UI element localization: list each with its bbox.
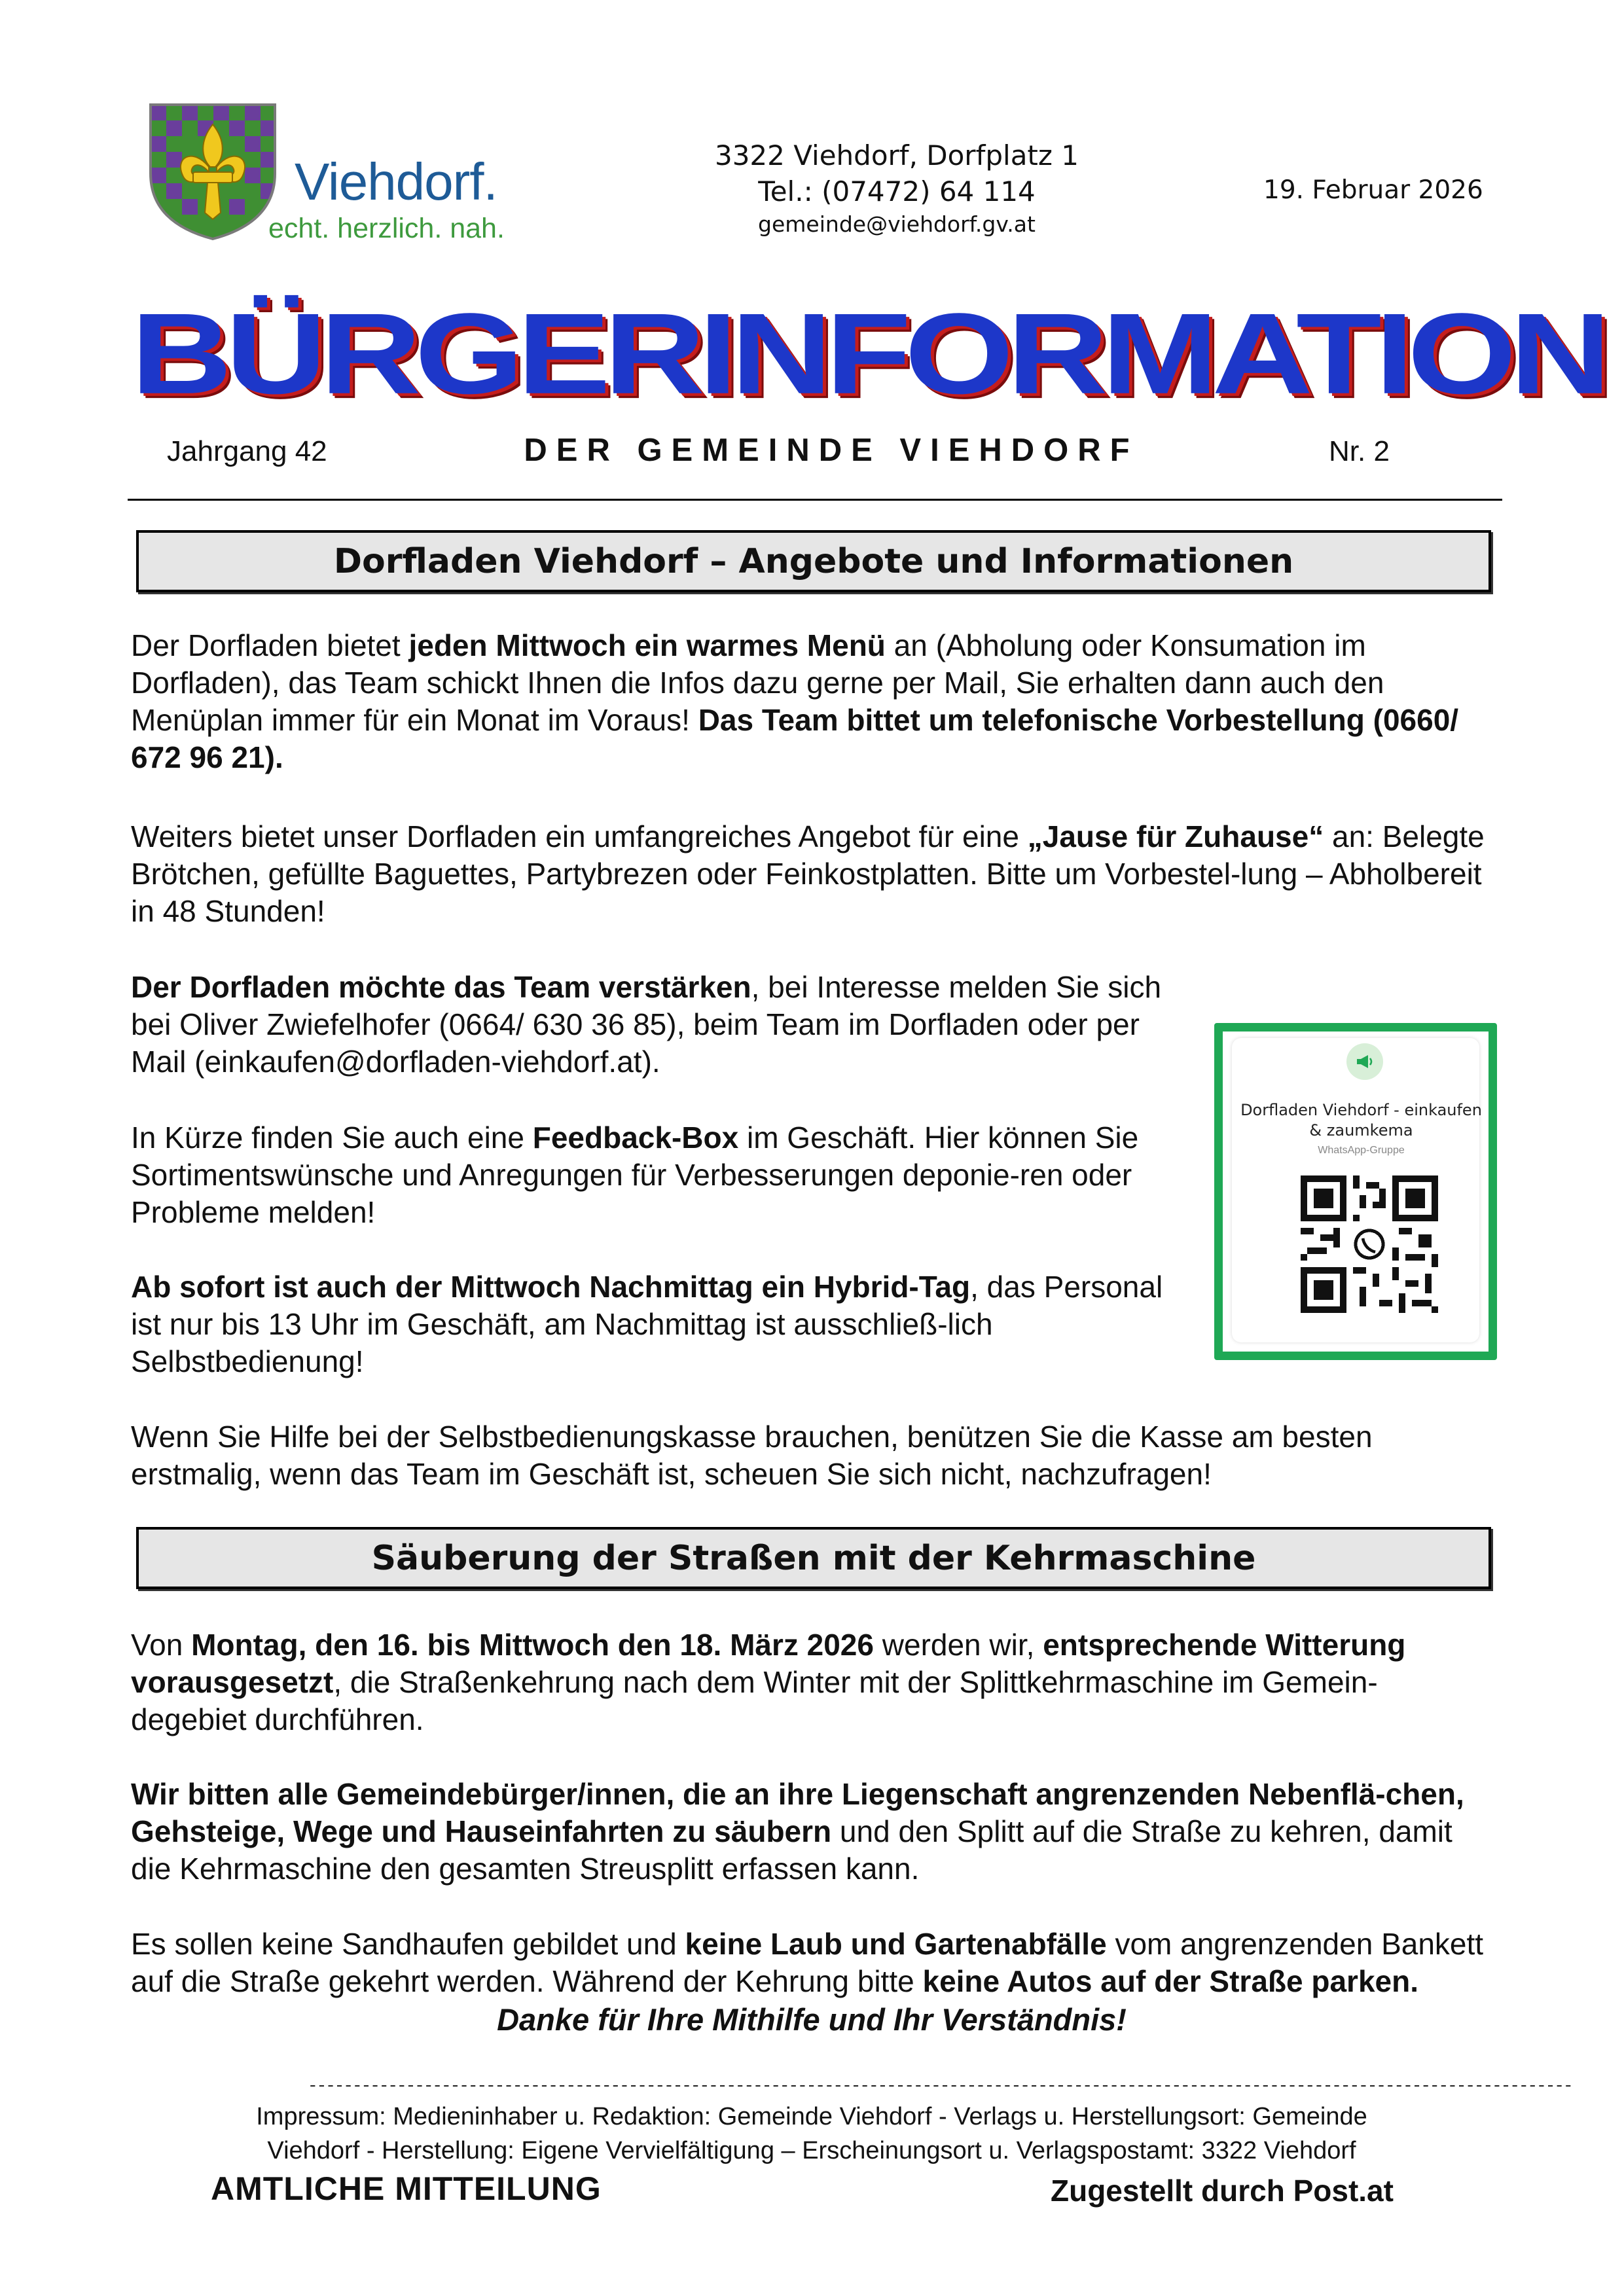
bold-run: Der Dorfladen möchte das Team verstärken — [131, 970, 751, 1004]
paragraph-hybrid-day — [131, 1268, 1191, 1380]
impressum — [131, 2100, 1492, 2168]
paragraph-feedback-box — [131, 1119, 1191, 1231]
qr-code-icon[interactable] — [1301, 1175, 1438, 1313]
text-run: , bei Interesse melden Sie sich bei Oliver Zwiefelhofer (0664/ 630 36 85), beim Team im Dorfladen oder per Mail (einkaufen@dorfladen-viehdorf.at). — [131, 970, 1162, 1079]
text-run: Es sollen keine Sandhaufen gebildet und — [131, 1927, 685, 1961]
text-run: und den Splitt auf die Straße zu kehren, damit die Kehrmaschine den gesamten Streusplitt erfassen kann. — [131, 1814, 1453, 1886]
text-run: , das Personal ist nur bis 13 Uhr im Geschäft, am Nachmittag ist ausschließ-lich Selbstbedienung! — [131, 1270, 1163, 1378]
impressum-line: Viehdorf - Herstellung: Eigene Vervielfältigung – Erscheinungsort u. Verlagspostamt: 3322 Viehdorf — [267, 2137, 1356, 2164]
postal-delivery-label: Zugestellt durch Post.at — [1051, 2174, 1394, 2208]
bold-run: Montag, den 16. bis Mittwoch den 18. März 2026 — [191, 1628, 874, 1662]
bold-run: „Jause für Zuhause“ — [1027, 819, 1324, 853]
issue-date: 19. Februar 2026 — [1263, 175, 1483, 205]
address-phone: Tel.: (07472) 64 114 — [758, 175, 1036, 208]
bold-run: entsprechende Witterung vorausgesetzt — [131, 1628, 1406, 1699]
paragraph-jause — [131, 818, 1492, 930]
paragraph-cleaning-rules — [131, 1926, 1492, 2000]
paragraph-self-checkout: Wenn Sie Hilfe bei der Selbstbedienungskasse brauchen, benützen Sie die Kasse am besten erstmalig, wenn das Team im Geschäft ist, scheuen Sie sich nicht, nachzufragen! — [131, 1420, 1373, 1491]
bold-run: Feedback-Box — [532, 1121, 739, 1155]
bold-run: Das Team bittet um telefonische Vorbestellung (0660/ 672 96 21). — [131, 703, 1459, 774]
official-notice-label: AMTLICHE MITTEILUNG — [211, 2170, 602, 2207]
issue-number: Nr. 2 — [1329, 435, 1390, 467]
paragraph-cleaning-request — [131, 1776, 1492, 1888]
bold-run: Wir bitten alle Gemeindebürger/innen, die an ihre Liegenschaft angrenzenden Nebenflä-chen, Gehsteige, Wege und Hauseinfahrten zu säubern — [131, 1777, 1464, 1848]
volume-label: Jahrgang 42 — [167, 435, 327, 467]
whatsapp-card-body — [1232, 1038, 1482, 1342]
bold-run: jeden Mittwoch ein warmes Menü — [408, 628, 886, 662]
thank-you-line: Danke für Ihre Mithilfe und Ihr Verständnis! — [497, 2002, 1127, 2037]
address-email: gemeinde@viehdorf.gv.at — [758, 211, 1036, 237]
header-divider — [128, 499, 1502, 501]
logo-wordmark: Viehdorf. — [295, 152, 497, 211]
text-run: werden wir, — [873, 1628, 1043, 1662]
paragraph-cleaning-dates — [131, 1626, 1492, 1738]
text-run: an: Belegte Brötchen, gefüllte Baguettes, Partybrezen oder Feinkostplatten. Bitte um Vorbestel-lung – Abholbereit in 48 Stunden! — [131, 819, 1485, 928]
paragraph-warm-menu — [131, 627, 1492, 776]
address-street: 3322 Viehdorf, Dorfplatz 1 — [714, 139, 1079, 171]
text-run: Der Dorfladen bietet — [131, 628, 409, 662]
municipality-address — [674, 137, 1119, 238]
masthead-subtitle: DER GEMEINDE VIEHDORF — [524, 433, 1139, 468]
bold-run: keine Autos auf der Straße parken. — [922, 1964, 1419, 1998]
bold-run: keine Laub und Gartenabfälle — [685, 1927, 1107, 1961]
whatsapp-group-name: Dorfladen Viehdorf - einkaufen & zaumkema — [1240, 1101, 1482, 1139]
section-heading-dorfladen: Dorfladen Viehdorf – Angebote und Informationen — [136, 530, 1491, 592]
text-run: In Kürze finden Sie auch eine — [131, 1121, 533, 1155]
impressum-line: Impressum: Medieninhaber u. Redaktion: Gemeinde Viehdorf - Verlags u. Herstellungsort: Gemeinde — [256, 2103, 1367, 2130]
text-run: Weiters bietet unser Dorfladen ein umfangreiches Angebot für eine — [131, 819, 1028, 853]
footer-dashed-separator: ---------------------------------------------------------------------------------------------------------------------------------------------- — [308, 2076, 1572, 2096]
text-run: im Geschäft. Hier können Sie Sortimentswünsche und Anregungen für Verbesserungen deponie-ren oder Probleme melden! — [131, 1121, 1139, 1229]
logo-tagline: echt. herzlich. nah. — [268, 213, 505, 244]
text-run: Von — [131, 1628, 192, 1662]
megaphone-icon — [1346, 1043, 1383, 1080]
bold-run: Ab sofort ist auch der Mittwoch Nachmittag ein Hybrid-Tag — [131, 1270, 971, 1304]
text-run: , die Straßenkehrung nach dem Winter mit der Splittkehrmaschine im Gemein-degebiet durchführen. — [131, 1665, 1378, 1736]
viehdorf-coat-of-arms-logo — [147, 101, 278, 242]
whatsapp-group-card[interactable] — [1214, 1023, 1497, 1360]
masthead-title: BÜRGERINFORMATION — [131, 289, 1605, 418]
whatsapp-group-type: WhatsApp-Gruppe — [1318, 1145, 1405, 1156]
text-run: vom angrenzenden Bankett auf die Straße gekehrt werden. Während der Kehrung bitte — [131, 1927, 1484, 1998]
section-heading-street-cleaning: Säuberung der Straßen mit der Kehrmaschine — [136, 1527, 1491, 1589]
text-run: an (Abholung oder Konsumation im Dorfladen), das Team schickt Ihnen die Infos dazu gerne per Mail, Sie erhalten dann auch den Menüplan immer für ein Monat im Voraus! — [131, 628, 1384, 737]
